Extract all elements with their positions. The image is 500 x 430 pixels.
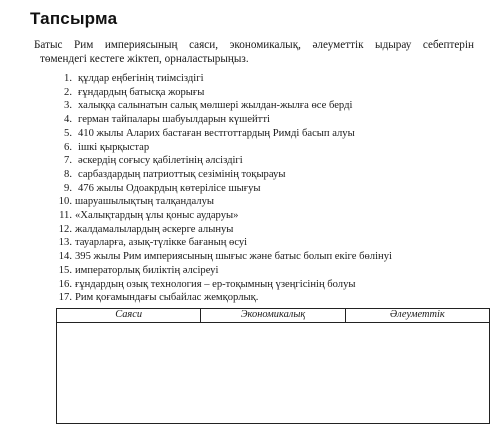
item-text: Рим қоғамындағы сыбайлас жемқорлық.	[75, 292, 259, 304]
item-text: құлдар еңбегінің тиімсіздігі	[78, 73, 204, 84]
item-number: 9.	[64, 182, 72, 194]
reasons-list	[50, 72, 392, 305]
list-item	[50, 209, 392, 223]
item-number: 14.	[58, 251, 72, 263]
item-number: 8.	[64, 168, 72, 180]
item-text: шаруашылықтың талқандалуы	[75, 196, 215, 208]
item-number: 1.	[64, 73, 72, 84]
list-item	[50, 250, 392, 264]
list-item	[50, 113, 392, 127]
item-text: ғұндардың батысқа жорығы	[78, 86, 205, 98]
item-number: 16.	[58, 278, 72, 290]
item-number: 17.	[58, 292, 72, 304]
item-number: 10.	[58, 196, 72, 208]
item-number: 13.	[58, 237, 72, 249]
list-item	[50, 182, 392, 196]
item-text: жалдамалылардың әскерге алынуы	[75, 223, 234, 235]
item-number: 11.	[59, 210, 72, 222]
classification-table	[56, 308, 490, 424]
table-body-row	[57, 323, 489, 423]
table-cell-economic	[201, 323, 345, 423]
instruction-line-1: Батыс Рим империясының саяси, экономикалық, әлеуметтік ыдырау себептерін	[34, 39, 474, 51]
list-item	[50, 264, 392, 278]
list-item	[50, 127, 392, 141]
table-cell-social	[345, 323, 489, 423]
list-item	[50, 223, 392, 237]
item-text: герман тайпалары шабуылдарын күшейтті	[78, 114, 270, 126]
table-cell-political	[57, 323, 201, 423]
item-number: 12.	[58, 223, 72, 235]
list-item	[50, 236, 392, 250]
item-number: 4.	[64, 114, 72, 126]
list-item	[50, 278, 392, 292]
item-text: халыққа салынатын салық мөлшері жылдан-жылға өсе берді	[78, 100, 353, 112]
item-text: «Халықтардың ұлы қоныс аударуы»	[75, 210, 239, 222]
item-number: 15.	[58, 264, 72, 276]
item-number: 6.	[64, 141, 72, 153]
item-text: 395 жылы Рим империясының шығыс және батыс болып екіге бөлінуі	[75, 251, 392, 263]
page-title: Тапсырма	[30, 9, 118, 28]
list-item	[50, 141, 392, 155]
item-number: 5.	[64, 127, 72, 139]
item-text: ішкі қырқыстар	[78, 141, 150, 153]
item-text: ғұндардың озық технология – ер-тоқымның үзеңгісінің болуы	[75, 278, 356, 290]
item-text: тауарларға, азық-түлікке бағаның өсуі	[75, 237, 248, 249]
item-text: императорлық биліктің әлсіреуі	[75, 264, 219, 276]
table-header-row	[57, 309, 489, 323]
list-item	[50, 154, 392, 168]
column-header-political: Саяси	[57, 309, 201, 322]
list-item	[50, 168, 392, 182]
list-item	[50, 99, 392, 113]
list-item	[50, 291, 392, 305]
item-number: 7.	[64, 155, 72, 167]
item-number: 2.	[64, 86, 72, 98]
instruction-line-2: төмендегі кестеге жіктеп, орналастырыңыз.	[40, 53, 249, 65]
item-text: әскердің соғысу қабілетінің әлсіздігі	[78, 155, 243, 167]
item-number: 3.	[64, 100, 72, 112]
task-instruction	[34, 38, 474, 66]
list-item	[50, 86, 392, 100]
column-header-social: Әлеуметтік	[389, 309, 445, 320]
item-text: 476 жылы Одоакрдың көтерілісе шығуы	[78, 182, 261, 194]
list-item	[50, 195, 392, 209]
item-text: сарбаздардың патриоттық сезімінің тоқырауы	[78, 168, 286, 180]
column-header-economic: Экономикалық	[201, 309, 345, 322]
item-text: 410 жылы Аларих бастаған вестготтардың Римді басып алуы	[78, 127, 355, 139]
list-item	[50, 72, 392, 86]
